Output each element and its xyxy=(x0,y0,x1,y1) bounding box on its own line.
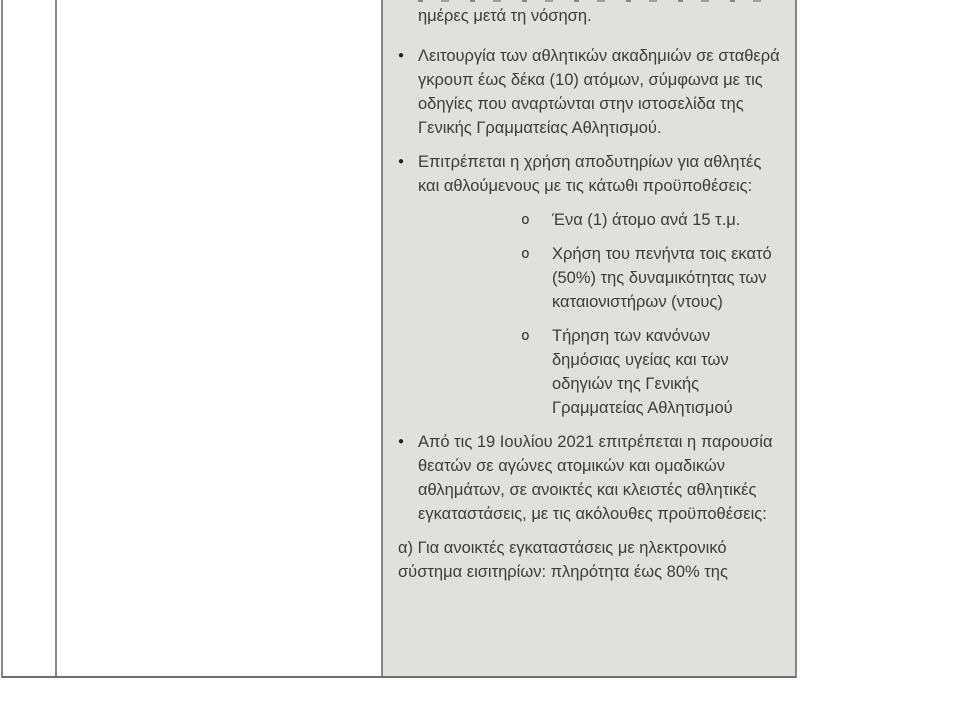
circle-bullet-icon: o xyxy=(521,212,530,228)
bullet-icon: ● xyxy=(398,50,405,61)
sub-bullet-item-text: Χρήση του πενήντα τοις εκατό (50%) της δυναμικότητας των καταιονιστήρων (ντους) xyxy=(552,245,772,311)
bullet-item-text: Λειτουργία των αθλητικών ακαδημιών σε σταθερά γκρουπ έως δέκα (10) ατόμων, σύμφωνα με τις οδηγίες που αναρτώνται στην ιστοσελίδα της Γενικής Γραμματείας Αθλητισμού. xyxy=(418,47,780,137)
bullet-item xyxy=(383,150,781,198)
bullet-item xyxy=(383,430,781,526)
bullet-item-text: Από τις 19 Ιουλίου 2021 επιτρέπεται η παρουσία θεατών σε αγώνες ατομικών και ομαδικών αθλημάτων, σε ανοικτές και κλειστές αθλητικές εγκαταστάσεις, με τις ακόλουθες προϋποθέσεις: xyxy=(418,433,773,523)
circle-bullet-icon: o xyxy=(521,328,530,344)
clipped-text-remnant xyxy=(418,0,777,2)
sub-bullet-item-text: Ένα (1) άτομο ανά 15 τ.μ. xyxy=(552,211,741,229)
bullet-icon: ● xyxy=(398,436,405,447)
table-cell-content xyxy=(383,0,795,676)
sub-bullet-item xyxy=(383,324,781,420)
sub-bullet-item xyxy=(383,208,781,232)
circle-bullet-icon: o xyxy=(521,246,530,262)
document-table xyxy=(1,0,797,678)
sub-bullet-item-text: Τήρηση των κανόνων δημόσιας υγείας και των οδηγιών της Γενικής Γραμματείας Αθλητισμού xyxy=(552,327,733,417)
bullet-item-text: Επιτρέπεται η χρήση αποδυτηρίων για αθλητές και αθλούμενους με τις κάτωθι προϋποθέσεις: xyxy=(418,153,762,195)
paragraph: α) Για ανοικτές εγκαταστάσεις με ηλεκτρονικό σύστημα εισιτηρίων: πληρότητα έως 80% της xyxy=(398,539,728,581)
sub-bullet-item xyxy=(383,242,781,314)
paragraph-continuation: ημέρες μετά τη νόσηση. xyxy=(418,7,592,25)
bullet-item xyxy=(383,44,781,140)
bullet-icon: ● xyxy=(398,156,405,167)
table-cell-empty-left xyxy=(3,0,57,676)
table-cell-empty-middle xyxy=(57,0,383,676)
